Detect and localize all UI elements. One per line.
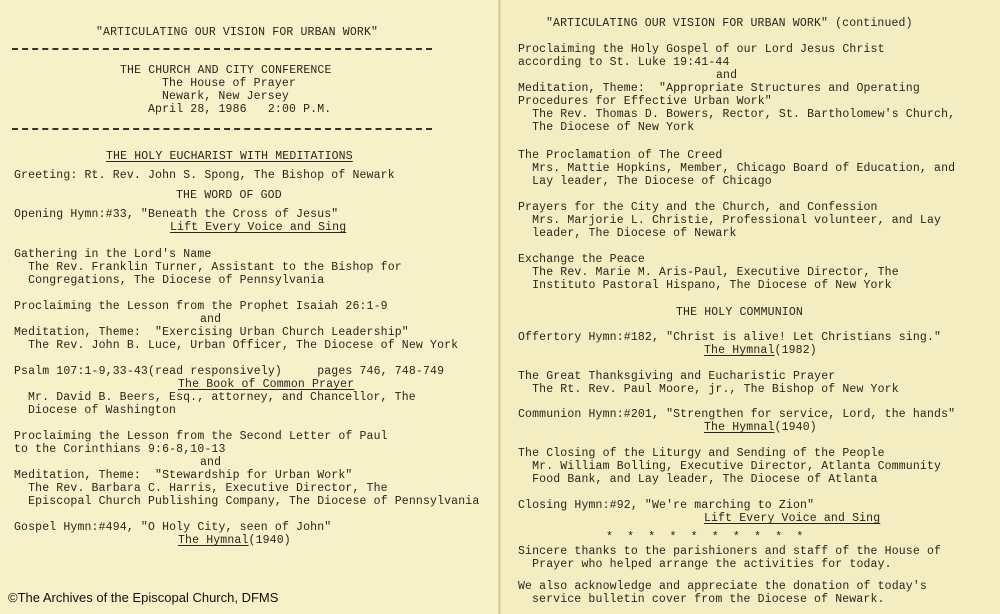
meditation-3-theme: Procedures for Effective Urban Work" bbox=[518, 95, 772, 108]
peace-speaker: The Rev. Marie M. Aris-Paul, Executive Director, The bbox=[518, 266, 899, 279]
creed-title: The Proclamation of The Creed bbox=[518, 149, 723, 162]
closing-hymn-book: Lift Every Voice and Sing bbox=[704, 512, 881, 525]
gospel-reading: Proclaiming the Holy Gospel of our Lord Jesus Christ bbox=[518, 43, 885, 56]
lesson-paul: Proclaiming the Lesson from the Second Letter of Paul bbox=[14, 430, 388, 443]
gathering-line: Congregations, The Diocese of Pennsylvania bbox=[14, 274, 325, 287]
top-divider bbox=[12, 48, 432, 50]
closing-title: The Closing of the Liturgy and Sending of the People bbox=[518, 447, 885, 460]
meditation-3-speaker: The Diocese of New York bbox=[518, 121, 695, 134]
conference-venue: The House of Prayer bbox=[162, 77, 296, 90]
offertory-hymn: Offertory Hymn:#182, "Christ is alive! Let Christians sing." bbox=[518, 331, 942, 344]
gospel-hymn-year: (1940) bbox=[248, 534, 291, 547]
lesson-paul: to the Corinthians 9:6-8,10-13 bbox=[14, 443, 226, 456]
conference-title: THE CHURCH AND CITY CONFERENCE bbox=[120, 64, 332, 77]
closing-speaker: Mr. William Bolling, Executive Director, Atlanta Community bbox=[518, 460, 942, 473]
closing-hymn: Closing Hymn:#92, "We're marching to Zion" bbox=[518, 499, 815, 512]
and-connector: and bbox=[200, 456, 222, 469]
gospel-hymn-source bbox=[178, 534, 291, 547]
star-divider: * * * * * * * * * * bbox=[606, 531, 804, 544]
offertory-hymn-book: The Hymnal bbox=[704, 344, 775, 357]
thanksgiving-speaker: The Rt. Rev. Paul Moore, jr., The Bishop of New York bbox=[518, 383, 899, 396]
opening-hymn: Opening Hymn:#33, "Beneath the Cross of Jesus" bbox=[14, 208, 339, 221]
gathering-title: Gathering in the Lord's Name bbox=[14, 248, 212, 261]
prayers-speaker: leader, The Diocese of Newark bbox=[518, 227, 737, 240]
gospel-hymn-book: The Hymnal bbox=[178, 534, 249, 547]
psalm-book: The Book of Common Prayer bbox=[178, 378, 355, 391]
peace-speaker: Instituto Pastoral Hispano, The Diocese of New York bbox=[518, 279, 892, 292]
communion-heading: THE HOLY COMMUNION bbox=[676, 306, 803, 319]
communion-hymn-book: The Hymnal bbox=[704, 421, 775, 434]
prayers-speaker: Mrs. Marjorie L. Christie, Professional volunteer, and Lay bbox=[518, 214, 942, 227]
right-page bbox=[500, 0, 1000, 614]
word-of-god-heading: THE WORD OF GOD bbox=[176, 189, 282, 202]
meditation-2-speaker: Episcopal Church Publishing Company, The Diocese of Pennsylvania bbox=[14, 495, 480, 508]
meditation-2-speaker: The Rev. Barbara C. Harris, Executive Director, The bbox=[14, 482, 388, 495]
conference-city: Newark, New Jersey bbox=[162, 90, 289, 103]
gospel-hymn: Gospel Hymn:#494, "O Holy City, seen of John" bbox=[14, 521, 332, 534]
meditation-2-theme: Meditation, Theme: "Stewardship for Urban Work" bbox=[14, 469, 353, 482]
thanks-note: Sincere thanks to the parishioners and staff of the House of bbox=[518, 545, 942, 558]
thanks-note: Prayer who helped arrange the activities for today. bbox=[518, 558, 892, 571]
communion-hymn: Communion Hymn:#201, "Strengthen for service, Lord, the hands" bbox=[518, 408, 956, 421]
psalm-reader: Mr. David B. Beers, Esq., attorney, and Chancellor, The bbox=[28, 391, 416, 404]
gospel-reading: according to St. Luke 19:41-44 bbox=[518, 56, 730, 69]
and-connector: and bbox=[716, 69, 738, 82]
gathering-line: The Rev. Franklin Turner, Assistant to the Bishop for bbox=[14, 261, 402, 274]
communion-hymn-source bbox=[704, 421, 817, 434]
bottom-divider bbox=[12, 128, 432, 130]
page-fold bbox=[498, 0, 501, 614]
closing-speaker: Food Bank, and Lay leader, The Diocese of Atlanta bbox=[518, 473, 878, 486]
thanksgiving-title: The Great Thanksgiving and Eucharistic Prayer bbox=[518, 370, 836, 383]
right-header: "ARTICULATING OUR VISION FOR URBAN WORK" (continued) bbox=[546, 17, 913, 30]
communion-hymn-year: (1940) bbox=[774, 421, 817, 434]
creed-speaker: Lay leader, The Diocese of Chicago bbox=[518, 175, 772, 188]
archive-credit: ©The Archives of the Episcopal Church, DFMS bbox=[8, 590, 279, 605]
left-header: "ARTICULATING OUR VISION FOR URBAN WORK" bbox=[96, 26, 379, 39]
meditation-3-speaker: The Rev. Thomas D. Bowers, Rector, St. Bartholomew's Church, bbox=[518, 108, 956, 121]
conference-date: April 28, 1986 2:00 P.M. bbox=[148, 103, 332, 116]
prayers-title: Prayers for the City and the Church, and Confession bbox=[518, 201, 878, 214]
peace-title: Exchange the Peace bbox=[518, 253, 645, 266]
offertory-hymn-source bbox=[704, 344, 817, 357]
meditation-1-theme: Meditation, Theme: "Exercising Urban Church Leadership" bbox=[14, 326, 409, 339]
psalm: Psalm 107:1-9,33-43(read responsively) pages 746, 748-749 bbox=[14, 365, 445, 378]
greeting: Greeting: Rt. Rev. John S. Spong, The Bishop of Newark bbox=[14, 169, 395, 182]
creed-speaker: Mrs. Mattie Hopkins, Member, Chicago Board of Education, and bbox=[518, 162, 956, 175]
offertory-hymn-year: (1982) bbox=[774, 344, 817, 357]
lesson-isaiah: Proclaiming the Lesson from the Prophet Isaiah 26:1-9 bbox=[14, 300, 388, 313]
psalm-reader: Diocese of Washington bbox=[28, 404, 177, 417]
acknowledgement: We also acknowledge and appreciate the donation of today's bbox=[518, 580, 927, 593]
eucharist-title: THE HOLY EUCHARIST WITH MEDITATIONS bbox=[106, 150, 353, 163]
opening-hymn-book: Lift Every Voice and Sing bbox=[170, 221, 347, 234]
meditation-3-theme: Meditation, Theme: "Appropriate Structures and Operating bbox=[518, 82, 920, 95]
meditation-1-speaker: The Rev. John B. Luce, Urban Officer, The Diocese of New York bbox=[14, 339, 459, 352]
acknowledgement: service bulletin cover from the Diocese of Newark. bbox=[532, 593, 885, 606]
and-connector: and bbox=[200, 313, 222, 326]
